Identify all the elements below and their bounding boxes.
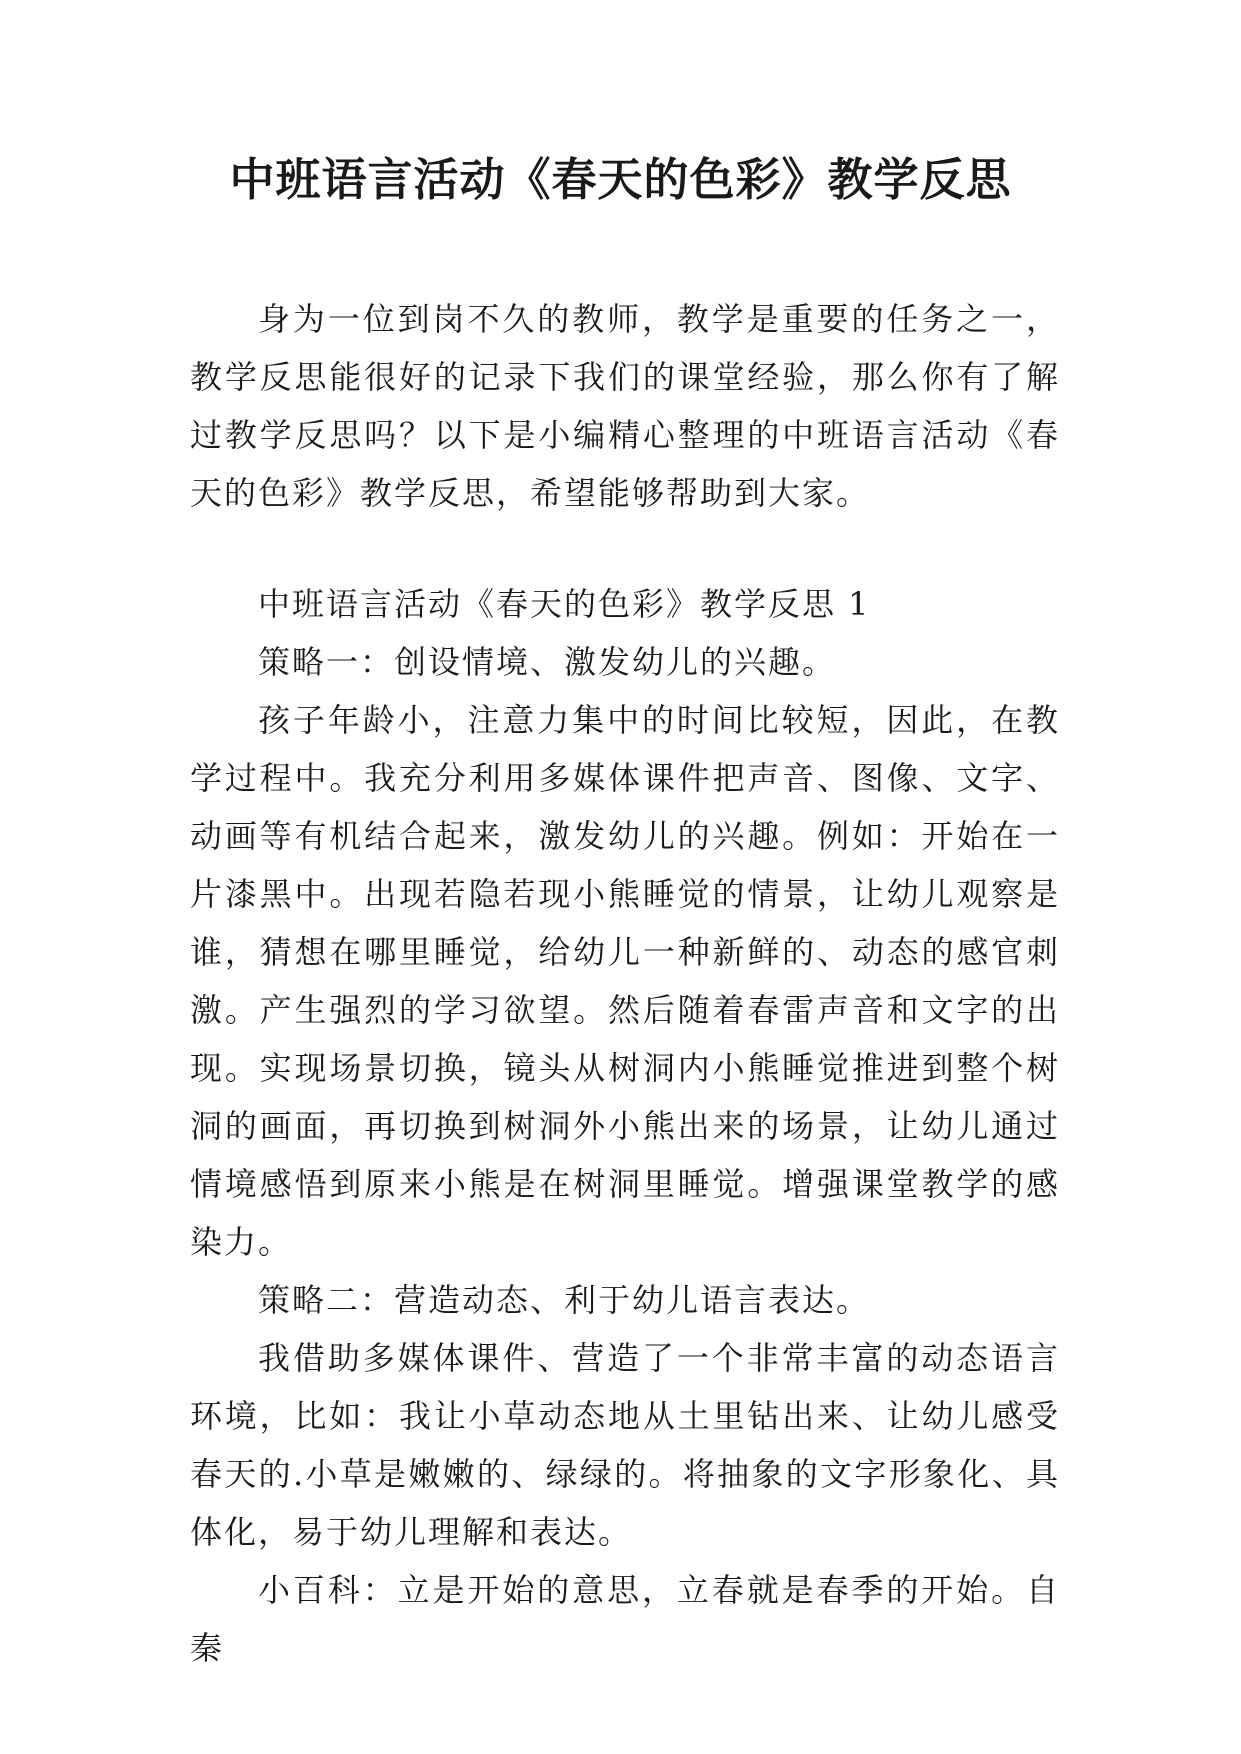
- encyclopedia-paragraph: 小百科：立是开始的意思，立春就是春季的开始。自秦: [190, 1571, 1060, 1667]
- strategy-two-paragraph: 我借助多媒体课件、营造了一个非常丰富的动态语言环境，比如：我让小草动态地从土里钻出来、让幼儿感受春天的.小草是嫩嫩的、绿绿的。将抽象的文字形象化、具体化，易于幼儿理解和表达。: [190, 1339, 1060, 1551]
- content-section: [190, 575, 1060, 1677]
- intro-paragraph: 身为一位到岗不久的教师，教学是重要的任务之一，教学反思能很好的记录下我们的课堂经验，那么你有了解过教学反思吗？以下是小编精心整理的中班语言活动《春天的色彩》教学反思，希望能够帮助到大家。: [190, 300, 1060, 512]
- strategy-one-paragraph: 孩子年龄小，注意力集中的时间比较短，因此，在教学过程中。我充分利用多媒体课件把声音、图像、文字、动画等有机结合起来，激发幼儿的兴趣。例如：开始在一片漆黑中。出现若隐若现小熊睡觉的情景，让幼儿观察是谁，猜想在哪里睡觉，给幼儿一种新鲜的、动态的感官刺激。产生强烈的学习欲望。然后随着春雷声音和文字的出现。实现场景切换，镜头从树洞内小熊睡觉推进到整个树洞的画面，再切换到树洞外小熊出来的场景，让幼儿通过情境感悟到原来小熊是在树洞里睡觉。增强课堂教学的感染力。: [190, 701, 1060, 1261]
- section-heading: 中班语言活动《春天的色彩》教学反思 1: [258, 585, 871, 623]
- strategy-one-heading: 策略一：创设情境、激发幼儿的兴趣。: [258, 643, 837, 681]
- strategy-two-heading: 策略二：营造动态、利于幼儿语言表达。: [258, 1281, 871, 1319]
- document-title: 中班语言活动《春天的色彩》教学反思: [229, 153, 1012, 206]
- intro-section: [190, 290, 1060, 522]
